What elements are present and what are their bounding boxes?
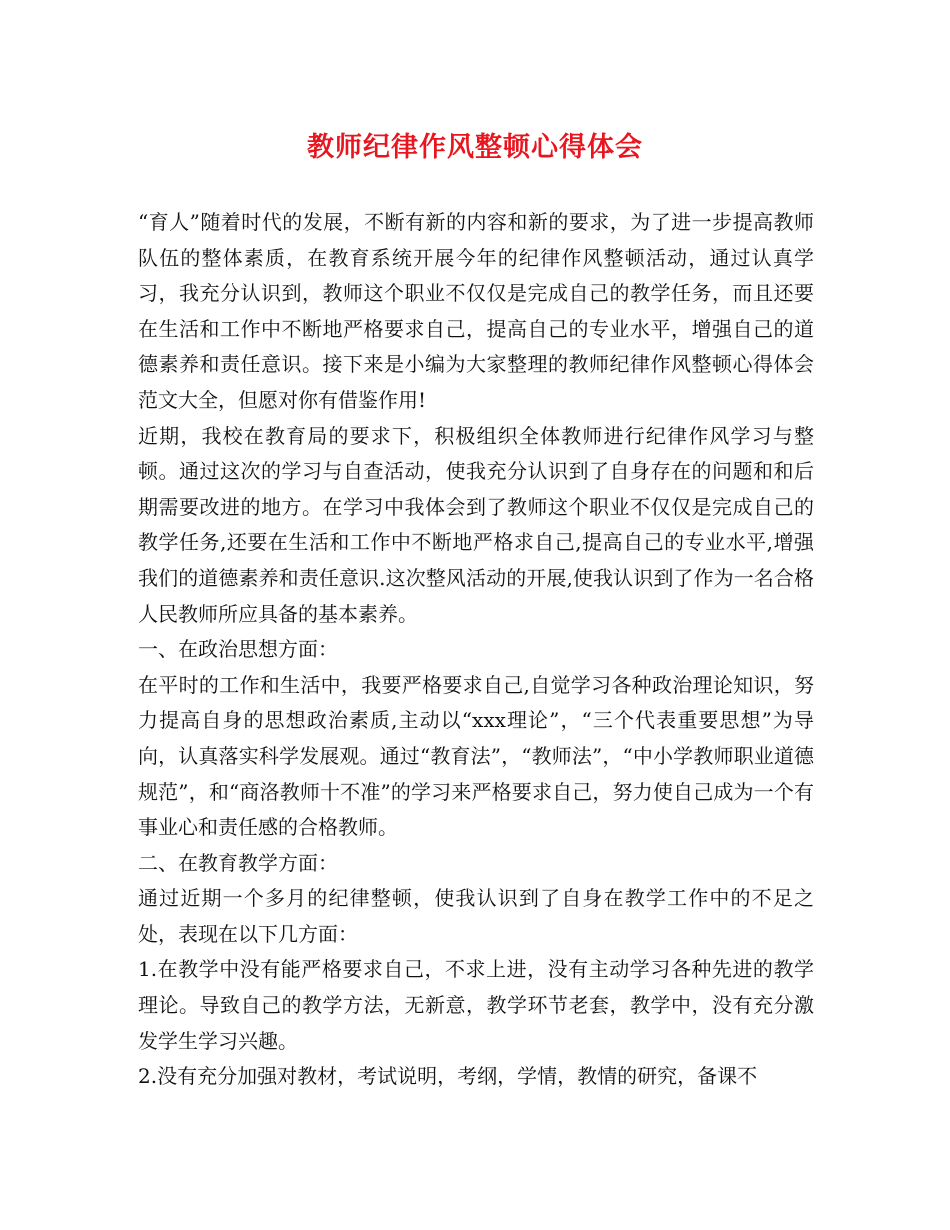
paragraph-recent-study: 近期，我校在教育局的要求下，积极组织全体教师进行纪律作风学习与整顿。通过这次的学习与自查活动，使我充分认识到了自身存在的问题和和后期需要改进的地方。在学习中我体会到了教师这个职业不仅仅是完成自己的教学任务,还要在生活和工作中不断地严格求自己,提高自己的专业水平,增强我们的道德素养和责任意识.这次整风活动的开展,使我认识到了作为一名合格人民教师所应具备的基本素养。 (138, 423, 814, 626)
list-item-1: 1.在教学中没有能严格要求自己，不求上进，没有主动学习各种先进的教学理论。导致自己的教学方法，无新意，教学环节老套，教学中，没有充分激发学生学习兴趣。 (138, 957, 814, 1053)
section-heading-political: 一、在政治思想方面： (138, 637, 338, 662)
list-item-2: 2.没有充分加强对教材，考试说明，考纲，学情，教情的研究，备课不 (138, 1064, 758, 1089)
paragraph-political: 在平时的工作和生活中，我要严格要求自己,自觉学习各种政治理论知识，努力提高自身的思想政治素质,主动以“xxx理论”，“三个代表重要思想”为导向，认真落实科学发展观。通过“教育法”，“教师法”，“中小学教师职业道德规范”，和“商洛教师十不准”的学习来严格要求自己，努力使自己成为一个有事业心和责任感的合格教师。 (138, 672, 814, 840)
section-heading-teaching: 二、在教育教学方面： (138, 850, 338, 875)
document-title: 教师纪律作风整顿心得体会 (307, 132, 643, 163)
paragraph-teaching-intro: 通过近期一个多月的纪律整顿，使我认识到了自身在教学工作中的不足之处，表现在以下几方面： (138, 886, 814, 946)
paragraph-intro: “育人”随着时代的发展，不断有新的内容和新的要求，为了进一步提高教师队伍的整体素质，在教育系统开展今年的纪律作风整顿活动，通过认真学习，我充分认识到，教师这个职业不仅仅是完成自己的教学任务，而且还要在生活和工作中不断地严格要求自己，提高自己的专业水平，增强自己的道德素养和责任意识。接下来是小编为大家整理的教师纪律作风整顿心得体会范文大全，但愿对你有借鉴作用! (138, 210, 814, 412)
document-body (138, 205, 814, 1095)
